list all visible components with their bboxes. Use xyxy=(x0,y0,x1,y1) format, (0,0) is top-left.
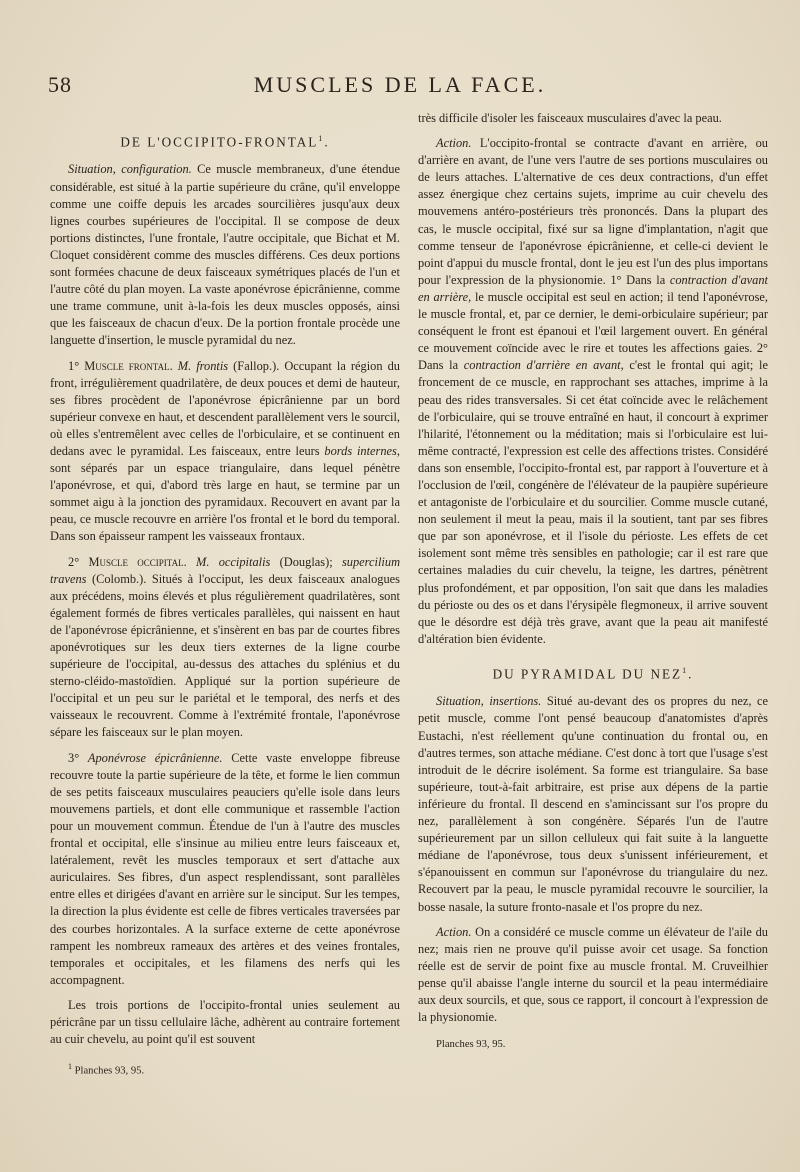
item-title: Muscle occipital. xyxy=(88,554,187,569)
emphasis-text: contraction d'arrière en avant xyxy=(463,358,621,373)
item-title: Aponévrose épicrânienne. xyxy=(87,750,223,765)
footnote-text: Planches 93, 95. xyxy=(72,1065,145,1077)
latin-name: M. occipitalis xyxy=(186,554,271,569)
paragraph-continuation: très difficile d'isoler les faisceaux musculaires d'avec la peau. xyxy=(418,111,722,125)
paragraph-action-pyramidal xyxy=(418,924,768,1027)
page-header xyxy=(40,72,760,102)
footnote-mark: 1 xyxy=(318,134,325,143)
paragraph-text: (Colomb.). Situés à l'occiput, les deux faisceaux analogues aux précédens, moins élevés et plus régulièrement quadrilatères, sont également formés de fibres verticales parallèles, qui naissent en haut de l'aponévrose épicrânienne, et s'insèrent en bas par de courtes fibres aponévrotiques sur les deux tiers externes de la ligne courbe supérieure de l'occipital, au-dessus des attaches du splénius et du sterno-cléido-mastoïdien. Appliqué sur la portion supérieure de l'occipital et un peu sur le pariétal et le temporal, des nerfs et des vaisseaux le recouvrent. Comme à l'extrémité frontale, l'aponévrose sépare les faisceaux sur le plan moyen. xyxy=(50,571,400,740)
footnote-mark: 1 xyxy=(682,665,689,675)
paragraph-lead: Action. xyxy=(436,136,472,151)
paragraph-text: , le muscle occipital est seul en action; il tend l'aponévrose, le muscle frontal, et, par ce dernier, le demi-orbiculaire supérieur; par conséquent le front est épanoui et l'œil largement ouvert. En général ce mouvement coïncide avec le rire et toutes les affections gaies. 2° Dans la xyxy=(418,289,768,373)
paragraph-text: (Douglas); xyxy=(270,554,342,569)
paragraph-text: L'occipito-frontal se contracte d'avant en arrière, ou d'arrière en avant, de l'une vers l'autre de ses portions musculaires ou de leurs attaches. L'alternative de ces deux contractions, d'un effet assez énergique chez certains sujets, imprime au cuir chevelu des mouvemens antéro-postérieurs très prononcés. Dans la plupart des cas, le muscle occipital, fixé sur sa ligne d'implantation, n'agit que comme tenseur de l'aponévrose épicrânienne, et celle-ci devient le point d'appui du muscle frontal, dont le jeu est l'un des plus importans pour l'expression de la physionomie. 1° Dans la xyxy=(418,136,768,287)
paragraph-text: , sont séparés par un espace triangulaire, dans lequel pénètre l'aponévrose, et qui, d'abord très large en haut, se termine par un sommet aigu à la jonction des pyramidaux. Recouvert en avant par la peau, ce muscle recouvre en arrière l'os frontal et le bord du temporal. Dans son épaisseur rampent les vaisseaux frontaux. xyxy=(50,443,400,544)
emphasis-text: contraction d'avant en arrière xyxy=(418,272,768,304)
paragraph-trois-portions: Les trois portions de l'occipito-frontal unies seulement au péricrâne par un tissu cellulaire lâche, adhèrent au contraire fortement au cuir chevelu, au point qu'il est souvent xyxy=(50,997,400,1047)
paragraph-text: , c'est le frontal qui agit; le froncement de ce muscle, en rapprochant ses attaches, imprime à la peau des rides transversales. Si cet état coïncide avec le relâchement de l'orbiculaire, qui se trouve entraîné en haut, il concourt à exprimer l'hilarité, l'étonnement ou la méditation; mais si l'orbiculaire est lui-même contracté, l'expression est celle des affections tristes. Considéré dans son ensemble, l'occipito-frontal est, par rapport à l'ouverture et à l'occlusion de l'œil, congénère de l'élévateur de la paupière supérieure et antagoniste de l'orbiculaire et du sourcilier. Comme muscle cutané, non seulement il meut la peau, mais il la soutient, tant par ses fibres que par son aponévrose, et il l'isole du périoste. Les effets de cet isolement sont même très sensibles en pathologie; car il est rare que certaines maladies du cuir chevelu, la teigne, les dartres, pénètrent plus profondément, et par opposition, l'on sait que dans les maladies du périoste ou des os et dans l'érysipèle flegmoneux, il arrive souvent que le désordre est déjà très grave, avant que la peau ait manifesté d'altération bien évidente. xyxy=(418,358,768,646)
paragraph-muscle-occipital xyxy=(50,554,400,742)
footnote xyxy=(50,1058,400,1080)
right-column xyxy=(418,110,768,1053)
emphasis-text: bords internes xyxy=(324,443,397,458)
page-number: 58 xyxy=(48,72,72,97)
paragraph-text: Situé au-devant des os propres du nez, ce petit muscle, comme l'ont pensé beaucoup d'anatomistes d'après Eustachi, n'est réellement qu'une continuation du frontal ou, en d'autres termes, son attache médiane. C'est donc à tort que l'usage s'est introduit de le décrire isolément. Sa forme est triangulaire. Sa base supérieure, tout-à-fait arbitraire, est prise aux dépens de la partie inférieure du frontal. Il descend en s'amincissant sur l'os propre du nez, parallèlement à son congénère. Séparés l'un de l'autre supérieurement par un sillon celluleux qui fait suite à la languette médiane de l'aponévrose, tous deux s'unissent inférieurement, et s'épanouissent en commun sur l'aponévrose du triangulaire du nez. Recouvert par la peau, le muscle pyramidal recouvre le sourcilier, la bosse nasale, la suture fronto-nasale et l'os propre du nez. xyxy=(418,694,768,914)
item-number: 3° xyxy=(68,750,88,765)
item-title: Muscle frontal. xyxy=(84,358,173,373)
footnote: Planches 93, 95. xyxy=(436,1039,506,1051)
latin-name: supercilium travens xyxy=(50,554,401,586)
section-heading-pyramidal: DU PYRAMIDAL DU NEZ$^1$. xyxy=(492,665,694,682)
paragraph-lead: Action. xyxy=(436,924,472,939)
paragraph-action xyxy=(418,135,768,648)
paragraph-situation xyxy=(50,161,400,349)
paragraph-text: On a considéré ce muscle comme un élévateur de l'aile du nez; mais rien ne prouve qu'il puisse avoir cet usage. Sa fonction réelle est de servir de point fixe au muscle frontal. M. Cruveilhier pense qu'il abaisse l'angle interne du sourcil et la peau intermédiaire aux deux sourcils, et que, sous ce rapport, il concourt à l'expression de la physionomie. xyxy=(418,924,768,1025)
left-column xyxy=(50,112,400,1080)
paragraph-lead: Situation, insertions. xyxy=(436,694,542,709)
footnote-mark: 1 xyxy=(68,1062,72,1072)
paragraph-text: (Fallop.). Occupant la région du front, irrégulièrement quadrilatère, de deux pouces et demi de hauteur, ses fibres procèdent de l'aponévrose épicrânienne par un bord supérieur convexe en haut, et descendent parallèlement vers le sourcil, où elles s'entremêlent avec celles de l'orbiculaire, et se continuent en dedans avec le pyramidal. Les faisceaux, entre leurs xyxy=(50,358,400,458)
section-heading-occipito-frontal: DE L'OCCIPITO-FRONTAL$^1$. xyxy=(120,134,330,150)
running-title: MUSCLES DE LA FACE. xyxy=(253,72,547,97)
paragraph-muscle-frontal xyxy=(50,358,400,546)
paragraph-text: Cette vaste enveloppe fibreuse recouvre toute la partie supérieure de la tête, et forme le lien commun de ses petits faisceaux musculaires peauciers qu'elle isole dans leurs mouvemens partiels, et dont elle communique et rassemble l'action pour un mouvement commun. Étendue de l'un à l'autre des muscles frontal et occipital, elle s'insinue au milieu entre leurs faisceaux et, latéralement, revêt les muscles temporaux et sert d'attache aux auriculaires. Ses fibres, d'un aspect resplendissant, sont parallèles entre elles et dirigées d'avant en arrière sur le sinciput. Sur les tempes, la direction la plus évidente est celle de fibres verticales traversées par des courbes horizontales. A la surface externe de cette aponévrose rampent les nombreux rameaux des artères et des veines frontales, temporales et occipitales, et les filamens des nerfs qui les accompagnent. xyxy=(50,750,400,987)
latin-name: M. frontis xyxy=(172,358,229,373)
heading-text: DE L'OCCIPITO-FRONTAL xyxy=(120,134,319,150)
paragraph-text: Ce muscle membraneux, d'une étendue considérable, est situé à la partie supérieure du crâne, qu'il enveloppe comme une coiffe depuis les arcades sourcilières jusqu'aux deux lignes courbes supérieures de l'occipital. Il se compose de deux portions distinctes, l'une frontale, l'autre occipitale, que Bichat et M. Cloquet considèrent comme des muscles différens. Ces deux portions sont formées chacune de deux faisceaux symétriques placés de l'un et l'autre côté du plan moyen. La vaste aponévrose épicrânienne, comme une trame commune, unit à-la-fois les deux muscles opposés, ainsi que les faisceaux de chacun d'eux. De la portion frontale procède une languette d'insertion, le muscle pyramidal du nez. xyxy=(50,162,401,348)
item-number: 2° xyxy=(68,554,89,569)
paragraph-situation-insertions xyxy=(418,693,768,915)
item-number: 1° xyxy=(68,358,85,373)
paragraph-aponevrose xyxy=(50,750,400,989)
paragraph-lead: Situation, configuration. xyxy=(68,162,192,177)
heading-text: DU PYRAMIDAL DU NEZ xyxy=(492,666,683,682)
